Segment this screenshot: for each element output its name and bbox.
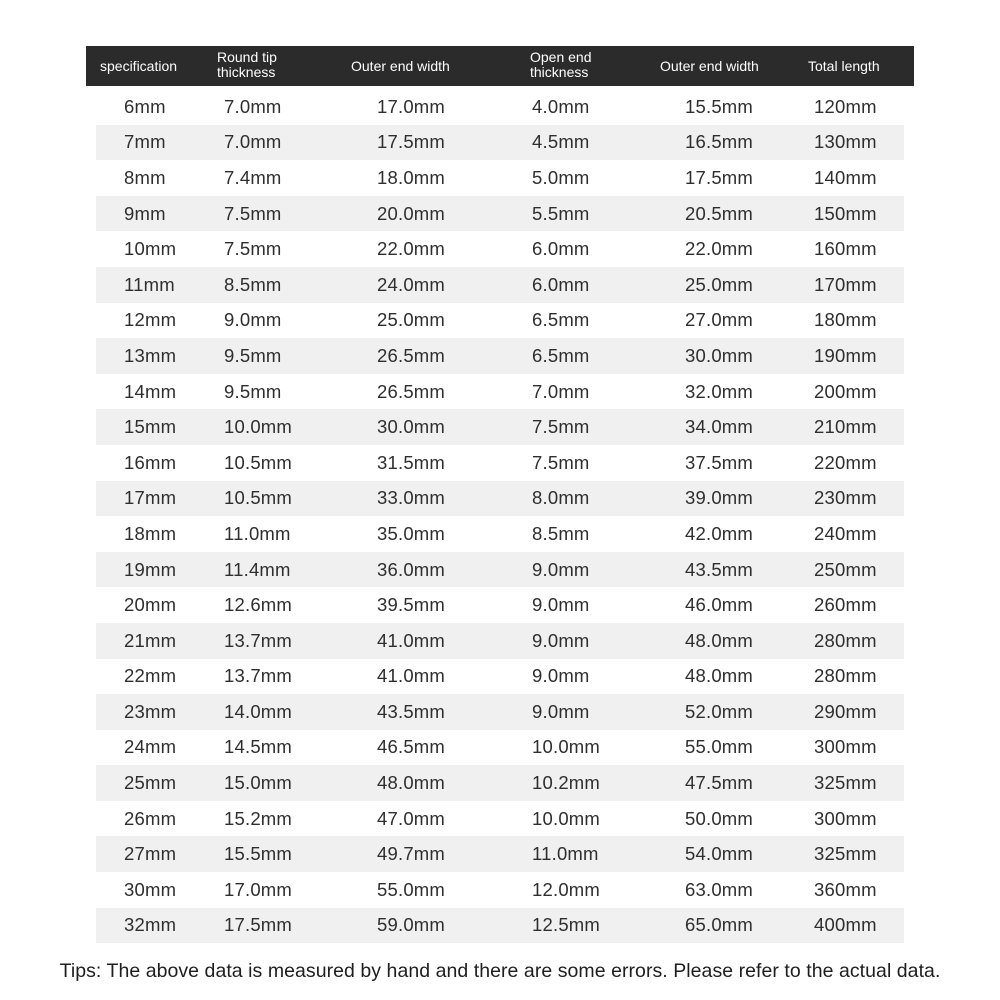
cell-round-tip-thickness: 13.7mm [224, 629, 293, 651]
table-row [96, 445, 904, 481]
cell-outer-end-width-2: 54.0mm [685, 843, 754, 865]
cell-open-end-thickness: 9.0mm [532, 700, 590, 722]
table-row [96, 516, 904, 552]
cell-round-tip-thickness: 15.0mm [224, 772, 293, 794]
cell-outer-end-width-2: 32.0mm [685, 380, 754, 402]
cell-open-end-thickness: 5.0mm [532, 166, 590, 188]
cell-open-end-thickness: 7.5mm [532, 451, 590, 473]
cell-specification: 32mm [124, 914, 177, 936]
cell-total-length: 210mm [814, 416, 877, 438]
cell-total-length: 180mm [814, 309, 877, 331]
cell-outer-end-width-2: 27.0mm [685, 309, 754, 331]
cell-specification: 30mm [124, 878, 177, 900]
cell-outer-end-width-1: 48.0mm [377, 772, 446, 794]
cell-round-tip-thickness: 7.0mm [224, 131, 282, 153]
cell-open-end-thickness: 11.0mm [532, 843, 599, 865]
cell-specification: 21mm [124, 629, 177, 651]
cell-outer-end-width-1: 30.0mm [377, 416, 446, 438]
table-row [96, 587, 904, 623]
cell-round-tip-thickness: 17.0mm [224, 878, 293, 900]
cell-round-tip-thickness: 10.5mm [224, 451, 293, 473]
cell-round-tip-thickness: 9.5mm [224, 380, 282, 402]
cell-outer-end-width-2: 34.0mm [685, 416, 754, 438]
cell-outer-end-width-1: 39.5mm [377, 594, 446, 616]
cell-outer-end-width-1: 18.0mm [377, 166, 446, 188]
cell-round-tip-thickness: 10.5mm [224, 487, 293, 509]
cell-specification: 24mm [124, 736, 177, 758]
cell-outer-end-width-1: 46.5mm [377, 736, 446, 758]
tips-note: Tips: The above data is measured by hand and there are some errors. Please refer to the actual data. [59, 960, 941, 982]
cell-total-length: 140mm [814, 166, 877, 188]
table-row [96, 374, 904, 410]
cell-outer-end-width-2: 17.5mm [685, 166, 754, 188]
cell-specification: 26mm [124, 807, 177, 829]
cell-outer-end-width-2: 30.0mm [685, 344, 754, 366]
cell-specification: 12mm [124, 309, 177, 331]
cell-outer-end-width-1: 41.0mm [377, 665, 446, 687]
cell-round-tip-thickness: 7.5mm [224, 202, 282, 224]
cell-outer-end-width-1: 43.5mm [377, 700, 446, 722]
cell-outer-end-width-1: 36.0mm [377, 558, 446, 580]
table-row [96, 125, 904, 161]
cell-open-end-thickness: 6.0mm [532, 238, 590, 260]
cell-outer-end-width-2: 46.0mm [685, 594, 754, 616]
table-row [96, 196, 904, 232]
cell-specification: 15mm [124, 416, 177, 438]
cell-outer-end-width-1: 25.0mm [377, 309, 446, 331]
table-row [96, 552, 904, 588]
table-row [96, 694, 904, 730]
cell-total-length: 360mm [814, 878, 877, 900]
cell-open-end-thickness: 7.5mm [532, 416, 590, 438]
table-row [96, 801, 904, 837]
header-total-length: Total length [808, 57, 880, 74]
cell-total-length: 400mm [814, 914, 877, 936]
header-round-tip-thickness: Round tip thickness [217, 49, 277, 80]
table-row [96, 730, 904, 766]
cell-outer-end-width-1: 47.0mm [377, 807, 446, 829]
cell-round-tip-thickness: 15.2mm [224, 807, 293, 829]
cell-round-tip-thickness: 7.0mm [224, 95, 282, 117]
cell-specification: 10mm [124, 238, 177, 260]
cell-round-tip-thickness: 14.5mm [224, 736, 293, 758]
cell-round-tip-thickness: 9.5mm [224, 344, 282, 366]
header-outer-end-width-1: Outer end width [351, 57, 450, 74]
cell-round-tip-thickness: 15.5mm [224, 843, 293, 865]
cell-open-end-thickness: 9.0mm [532, 665, 590, 687]
table-row [96, 89, 904, 125]
table-row [96, 409, 904, 445]
cell-outer-end-width-1: 41.0mm [377, 629, 446, 651]
cell-outer-end-width-1: 33.0mm [377, 487, 446, 509]
table-row [96, 338, 904, 374]
cell-outer-end-width-2: 48.0mm [685, 629, 754, 651]
cell-outer-end-width-1: 35.0mm [377, 522, 446, 544]
cell-total-length: 300mm [814, 736, 877, 758]
cell-round-tip-thickness: 13.7mm [224, 665, 293, 687]
cell-round-tip-thickness: 7.4mm [224, 166, 282, 188]
cell-round-tip-thickness: 12.6mm [224, 594, 293, 616]
cell-specification: 8mm [124, 166, 166, 188]
header-outer-end-width-2: Outer end width [660, 57, 759, 74]
cell-outer-end-width-1: 59.0mm [377, 914, 446, 936]
cell-outer-end-width-1: 17.5mm [377, 131, 446, 153]
cell-open-end-thickness: 8.5mm [532, 522, 590, 544]
header-specification: specification [100, 57, 178, 74]
table-row [96, 659, 904, 695]
cell-total-length: 120mm [814, 95, 877, 117]
cell-specification: 25mm [124, 772, 177, 794]
cell-round-tip-thickness: 7.5mm [224, 238, 282, 260]
cell-total-length: 220mm [814, 451, 877, 473]
cell-outer-end-width-2: 42.0mm [685, 522, 754, 544]
cell-total-length: 190mm [814, 344, 877, 366]
spec-table [86, 46, 914, 943]
table-row [96, 303, 904, 339]
cell-outer-end-width-2: 63.0mm [685, 878, 754, 900]
cell-outer-end-width-2: 48.0mm [685, 665, 754, 687]
cell-outer-end-width-2: 25.0mm [685, 273, 754, 295]
cell-open-end-thickness: 10.0mm [532, 807, 601, 829]
cell-open-end-thickness: 4.0mm [532, 95, 590, 117]
cell-outer-end-width-2: 55.0mm [685, 736, 754, 758]
cell-open-end-thickness: 7.0mm [532, 380, 590, 402]
cell-round-tip-thickness: 10.0mm [224, 416, 293, 438]
cell-total-length: 230mm [814, 487, 877, 509]
table-row [96, 836, 904, 872]
cell-total-length: 160mm [814, 238, 877, 260]
cell-specification: 19mm [124, 558, 177, 580]
cell-specification: 27mm [124, 843, 177, 865]
table-header-row [86, 46, 914, 86]
cell-total-length: 280mm [814, 665, 877, 687]
table-row [96, 267, 904, 303]
cell-outer-end-width-2: 16.5mm [685, 131, 754, 153]
cell-outer-end-width-2: 39.0mm [685, 487, 754, 509]
cell-open-end-thickness: 6.5mm [532, 344, 590, 366]
cell-total-length: 150mm [814, 202, 877, 224]
cell-outer-end-width-2: 65.0mm [685, 914, 754, 936]
header-open-end-thickness: Open end thickness [530, 49, 592, 80]
cell-specification: 14mm [124, 380, 177, 402]
cell-open-end-thickness: 10.0mm [532, 736, 601, 758]
cell-outer-end-width-1: 22.0mm [377, 238, 446, 260]
cell-specification: 7mm [124, 131, 166, 153]
cell-total-length: 250mm [814, 558, 877, 580]
cell-round-tip-thickness: 14.0mm [224, 700, 293, 722]
cell-total-length: 170mm [814, 273, 877, 295]
cell-total-length: 240mm [814, 522, 877, 544]
cell-outer-end-width-2: 15.5mm [685, 95, 754, 117]
cell-open-end-thickness: 10.2mm [532, 772, 601, 794]
cell-open-end-thickness: 9.0mm [532, 558, 590, 580]
cell-round-tip-thickness: 11.4mm [224, 558, 291, 580]
cell-specification: 13mm [124, 344, 177, 366]
cell-open-end-thickness: 8.0mm [532, 487, 590, 509]
cell-open-end-thickness: 6.0mm [532, 273, 590, 295]
cell-specification: 18mm [124, 522, 177, 544]
cell-specification: 11mm [124, 273, 175, 295]
cell-total-length: 325mm [814, 772, 877, 794]
cell-open-end-thickness: 12.0mm [532, 878, 601, 900]
cell-total-length: 260mm [814, 594, 877, 616]
cell-total-length: 300mm [814, 807, 877, 829]
cell-round-tip-thickness: 11.0mm [224, 522, 291, 544]
table-row [96, 872, 904, 908]
cell-total-length: 325mm [814, 843, 877, 865]
cell-outer-end-width-1: 49.7mm [377, 843, 446, 865]
cell-specification: 20mm [124, 594, 177, 616]
cell-total-length: 200mm [814, 380, 877, 402]
cell-outer-end-width-1: 26.5mm [377, 344, 446, 366]
cell-open-end-thickness: 12.5mm [532, 914, 601, 936]
cell-outer-end-width-2: 37.5mm [685, 451, 754, 473]
table-row [96, 765, 904, 801]
cell-outer-end-width-1: 26.5mm [377, 380, 446, 402]
cell-outer-end-width-2: 47.5mm [685, 772, 754, 794]
cell-specification: 16mm [124, 451, 177, 473]
cell-outer-end-width-2: 22.0mm [685, 238, 754, 260]
table-row [96, 908, 904, 944]
cell-outer-end-width-1: 55.0mm [377, 878, 446, 900]
table-row [96, 231, 904, 267]
cell-open-end-thickness: 5.5mm [532, 202, 590, 224]
cell-outer-end-width-2: 50.0mm [685, 807, 754, 829]
cell-outer-end-width-1: 17.0mm [377, 95, 446, 117]
cell-specification: 23mm [124, 700, 177, 722]
cell-total-length: 290mm [814, 700, 877, 722]
cell-specification: 22mm [124, 665, 177, 687]
cell-round-tip-thickness: 9.0mm [224, 309, 282, 331]
table-body [86, 89, 914, 943]
cell-total-length: 280mm [814, 629, 877, 651]
cell-outer-end-width-2: 43.5mm [685, 558, 754, 580]
table-row [96, 160, 904, 196]
cell-round-tip-thickness: 17.5mm [224, 914, 293, 936]
cell-outer-end-width-1: 20.0mm [377, 202, 446, 224]
cell-outer-end-width-1: 24.0mm [377, 273, 446, 295]
cell-open-end-thickness: 4.5mm [532, 131, 590, 153]
cell-open-end-thickness: 6.5mm [532, 309, 590, 331]
cell-specification: 6mm [124, 95, 166, 117]
cell-outer-end-width-2: 52.0mm [685, 700, 754, 722]
cell-open-end-thickness: 9.0mm [532, 629, 590, 651]
cell-outer-end-width-1: 31.5mm [377, 451, 446, 473]
cell-specification: 17mm [124, 487, 177, 509]
cell-outer-end-width-2: 20.5mm [685, 202, 754, 224]
table-row [96, 623, 904, 659]
table-row [96, 481, 904, 517]
cell-total-length: 130mm [814, 131, 877, 153]
cell-round-tip-thickness: 8.5mm [224, 273, 282, 295]
cell-open-end-thickness: 9.0mm [532, 594, 590, 616]
cell-specification: 9mm [124, 202, 166, 224]
